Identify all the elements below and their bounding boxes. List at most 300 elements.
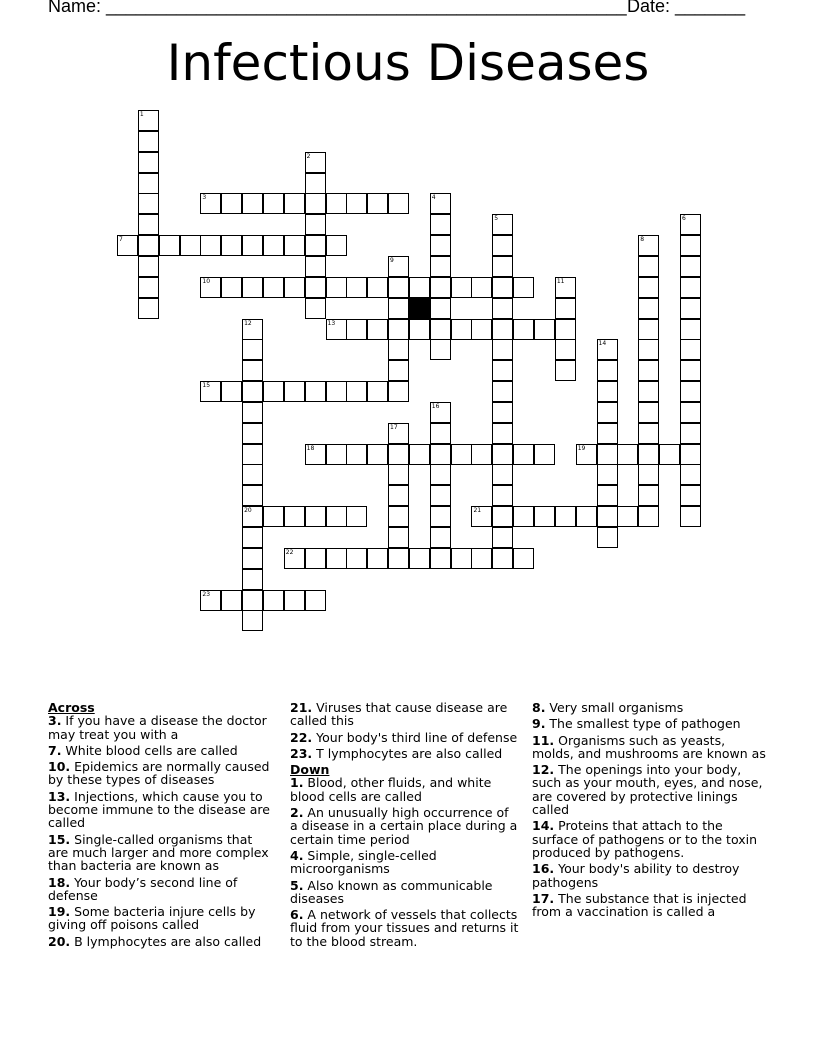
clue-number: 13	[327, 319, 336, 327]
crossword-cell[interactable]	[430, 548, 451, 569]
crossword-cell[interactable]	[451, 319, 472, 340]
crossword-cell[interactable]	[471, 319, 492, 340]
crossword-cell[interactable]	[346, 277, 367, 298]
crossword-cell[interactable]	[597, 506, 618, 527]
clue-item-text: Your body's ability to destroy pathogens	[532, 861, 740, 890]
clue-item-number: 20.	[48, 933, 71, 949]
crossword-cell[interactable]	[680, 298, 701, 319]
crossword-cell[interactable]	[388, 277, 409, 298]
crossword-cell[interactable]	[680, 444, 701, 465]
crossword-cell[interactable]	[597, 402, 618, 423]
crossword-cell[interactable]	[221, 235, 242, 256]
clue-item	[532, 892, 768, 919]
clue-item	[48, 744, 276, 757]
crossword-cell[interactable]	[367, 277, 388, 298]
crossword-cell[interactable]	[284, 590, 305, 611]
crossword-cell[interactable]	[659, 444, 680, 465]
crossword-cell[interactable]	[513, 548, 534, 569]
crossword-cell[interactable]	[388, 464, 409, 485]
crossword-cell[interactable]	[409, 277, 430, 298]
crossword-cell[interactable]	[638, 256, 659, 277]
crossword-cell[interactable]	[513, 319, 534, 340]
crossword-cell[interactable]	[430, 402, 451, 423]
crossword-cell[interactable]	[284, 235, 305, 256]
clue-item-text: If you have a disease the doctor may treat you with a	[48, 713, 267, 742]
crossword-cell[interactable]	[326, 548, 347, 569]
crossword-cell[interactable]	[492, 214, 513, 235]
clue-number: 3	[202, 194, 207, 202]
clue-number: 22	[285, 548, 294, 556]
crossword-cell[interactable]	[680, 402, 701, 423]
clue-item-number: 9.	[532, 716, 546, 732]
clue-item	[532, 734, 768, 761]
crossword-cell[interactable]	[388, 444, 409, 465]
crossword-cell[interactable]	[680, 381, 701, 402]
crossword-cell[interactable]	[346, 319, 367, 340]
crossword-cell[interactable]	[242, 590, 263, 611]
crossword-cell[interactable]	[242, 423, 263, 444]
clue-item-number: 18.	[48, 874, 71, 890]
crossword-cell[interactable]	[492, 506, 513, 527]
crossword-cell[interactable]	[451, 277, 472, 298]
crossword-cell[interactable]	[242, 444, 263, 465]
page-title: Infectious Diseases	[166, 34, 650, 92]
crossword-cell[interactable]	[242, 485, 263, 506]
crossword-cell[interactable]	[263, 506, 284, 527]
crossword-cell[interactable]	[138, 152, 159, 173]
clue-item	[290, 731, 520, 744]
crossword-cell[interactable]	[388, 256, 409, 277]
clue-number: 5	[494, 215, 499, 223]
crossword-cell[interactable]	[326, 506, 347, 527]
crossword-cell[interactable]	[305, 152, 326, 173]
crossword-cell[interactable]	[242, 402, 263, 423]
crossword-cell[interactable]	[138, 193, 159, 214]
clue-item	[48, 876, 276, 903]
crossword-cell[interactable]	[284, 277, 305, 298]
crossword-cell[interactable]	[680, 464, 701, 485]
crossword-cell[interactable]	[242, 506, 263, 527]
crossword-cell[interactable]	[430, 235, 451, 256]
crossword-cell[interactable]	[638, 298, 659, 319]
crossword-cell[interactable]	[492, 444, 513, 465]
crossword-cell[interactable]	[430, 256, 451, 277]
crossword-cell[interactable]	[471, 277, 492, 298]
clue-item	[532, 701, 768, 714]
crossword-cell[interactable]	[326, 277, 347, 298]
clue-item-text: The openings into your body, such as your mouth, eyes, and nose, are covered by protective linings called	[532, 762, 763, 818]
crossword-cell[interactable]	[200, 381, 221, 402]
clue-number: 17	[390, 423, 398, 431]
crossword-cell[interactable]	[221, 277, 242, 298]
crossword-cell[interactable]	[492, 402, 513, 423]
crossword-cell[interactable]	[305, 235, 326, 256]
crossword-cell[interactable]	[242, 235, 263, 256]
crossword-cell[interactable]	[388, 193, 409, 214]
crossword-cell[interactable]	[680, 256, 701, 277]
crossword-cell[interactable]	[326, 381, 347, 402]
crossword-cell[interactable]	[555, 298, 576, 319]
crossword-cell[interactable]	[638, 360, 659, 381]
crossword-cell[interactable]	[242, 360, 263, 381]
crossword-cell[interactable]	[534, 319, 555, 340]
crossword-cell[interactable]	[180, 235, 201, 256]
clue-item-text: B lymphocytes are also called	[70, 933, 262, 949]
crossword-cell[interactable]	[680, 339, 701, 360]
crossword-cell[interactable]	[597, 423, 618, 444]
clue-item	[48, 935, 276, 948]
crossword-cell[interactable]	[305, 277, 326, 298]
crossword-cell[interactable]	[138, 110, 159, 131]
clue-item-text: Single-called organisms that are much larger and more complex than bacteria are known as	[48, 831, 269, 874]
crossword-cell[interactable]	[638, 464, 659, 485]
clue-item-text: Also known as communicable diseases	[290, 877, 493, 906]
crossword-cell[interactable]	[680, 277, 701, 298]
clue-number: 21	[473, 507, 482, 515]
crossword-cell[interactable]	[430, 527, 451, 548]
crossword-cell[interactable]	[492, 298, 513, 319]
date-field[interactable]: Date: _______	[627, 0, 746, 16]
clue-item-text: An unusually high occurrence of a disease in a certain place during a certain time period	[290, 805, 518, 847]
clue-item	[290, 908, 520, 948]
crossword-cell[interactable]	[597, 464, 618, 485]
crossword-cell[interactable]	[305, 590, 326, 611]
crossword-cell[interactable]	[576, 506, 597, 527]
crossword-cell[interactable]	[138, 277, 159, 298]
crossword-cell[interactable]	[326, 235, 347, 256]
crossword-cell[interactable]	[242, 193, 263, 214]
crossword-cell[interactable]	[159, 235, 180, 256]
clue-item-text: A network of vessels that collects fluid from your tissues and returns it to the blood stream.	[290, 907, 519, 949]
crossword-cell[interactable]	[326, 193, 347, 214]
crossword-cell[interactable]	[617, 444, 638, 465]
crossword-cell[interactable]	[492, 339, 513, 360]
crossword-cell[interactable]	[513, 444, 534, 465]
crossword-cell[interactable]	[638, 423, 659, 444]
clue-item-text: Organisms such as yeasts, molds, and mushrooms are known as	[532, 732, 766, 761]
crossword-cell[interactable]	[305, 381, 326, 402]
crossword-cell[interactable]	[513, 277, 534, 298]
crossword-cell[interactable]	[492, 485, 513, 506]
crossword-cell[interactable]	[471, 548, 492, 569]
clue-number: 14	[598, 340, 607, 348]
crossword-cell[interactable]	[430, 277, 451, 298]
crossword-cell[interactable]	[326, 444, 347, 465]
clue-item	[290, 701, 520, 728]
crossword-cell[interactable]	[492, 256, 513, 277]
clue-column-2	[290, 701, 520, 951]
crossword-cell[interactable]	[117, 235, 138, 256]
clue-item-number: 4.	[290, 847, 304, 863]
crossword-cell[interactable]	[263, 590, 284, 611]
crossword-cell[interactable]	[492, 548, 513, 569]
crossword-cell[interactable]	[388, 381, 409, 402]
crossword-cell[interactable]	[430, 319, 451, 340]
crossword-cell[interactable]	[388, 506, 409, 527]
crossword-cell[interactable]	[430, 339, 451, 360]
crossword-cell[interactable]	[263, 381, 284, 402]
crossword-cell[interactable]	[326, 319, 347, 340]
crossword-cell[interactable]	[284, 548, 305, 569]
crossword-cell[interactable]	[492, 464, 513, 485]
crossword-cell[interactable]	[284, 381, 305, 402]
crossword-cell[interactable]	[430, 193, 451, 214]
clue-item-number: 15.	[48, 831, 71, 847]
crossword-cell[interactable]	[555, 339, 576, 360]
clue-column-1	[48, 701, 276, 951]
clue-item	[48, 760, 276, 787]
crossword-cell[interactable]	[388, 298, 409, 319]
crossword-cell[interactable]	[409, 319, 430, 340]
clue-number: 7	[119, 236, 123, 244]
clue-item	[48, 833, 276, 873]
crossword-cell[interactable]	[305, 298, 326, 319]
clue-item-text: Proteins that attach to the surface of pathogens or to the toxin produced by pathogens.	[532, 818, 758, 860]
clue-item	[290, 849, 520, 876]
crossword-cell[interactable]	[597, 381, 618, 402]
clue-item-text: Your body’s second line of defense	[48, 874, 238, 903]
crossword-cell[interactable]	[242, 464, 263, 485]
crossword-cell[interactable]	[451, 444, 472, 465]
clue-item	[290, 747, 520, 760]
clue-item-text: Some bacteria injure cells by giving off poisons called	[48, 904, 256, 933]
clue-item-number: 8.	[532, 700, 546, 715]
crossword-cell[interactable]	[200, 590, 221, 611]
crossword-cell[interactable]	[576, 444, 597, 465]
crossword-cell[interactable]	[388, 485, 409, 506]
crossword-cell[interactable]	[388, 319, 409, 340]
clue-number: 1	[139, 111, 144, 118]
crossword-cell[interactable]	[367, 548, 388, 569]
crossword-cell[interactable]	[388, 548, 409, 569]
crossword-cell[interactable]	[367, 319, 388, 340]
clue-item-number: 22.	[290, 729, 313, 745]
crossword-cell[interactable]	[284, 506, 305, 527]
clue-item-number: 1.	[290, 775, 304, 791]
clue-item-text: White blood cells are called	[61, 742, 238, 758]
crossword-cell[interactable]	[305, 444, 326, 465]
crossword-cell[interactable]	[638, 319, 659, 340]
crossword-cell[interactable]	[388, 423, 409, 444]
clue-item-text: Viruses that cause disease are called this	[290, 700, 508, 729]
crossword-cell[interactable]	[680, 319, 701, 340]
clue-item	[48, 905, 276, 932]
clue-number: 20	[244, 507, 252, 515]
crossword-cell[interactable]	[471, 444, 492, 465]
crossword-cell[interactable]	[492, 360, 513, 381]
crossword-cell[interactable]	[346, 381, 367, 402]
clue-item-text: Epidemics are normally caused by these types of diseases	[48, 759, 270, 788]
crossword-cell[interactable]	[638, 444, 659, 465]
crossword-cell[interactable]	[242, 569, 263, 590]
crossword-cell[interactable]	[346, 548, 367, 569]
crossword-cell[interactable]	[638, 235, 659, 256]
crossword-cell[interactable]	[555, 319, 576, 340]
black-square	[409, 298, 430, 319]
clue-item-text: T lymphocytes are also called	[312, 745, 503, 761]
clue-item-number: 2.	[290, 805, 304, 821]
crossword-cell[interactable]	[138, 256, 159, 277]
clue-item	[290, 776, 520, 803]
down-heading: Down	[290, 762, 330, 778]
crossword-cell[interactable]	[242, 319, 263, 340]
crossword-cell[interactable]	[388, 360, 409, 381]
clue-item-number: 7.	[48, 742, 62, 758]
crossword-cell[interactable]	[492, 319, 513, 340]
clue-item-number: 16.	[532, 861, 555, 877]
crossword-cell[interactable]	[597, 444, 618, 465]
crossword-cell[interactable]	[680, 506, 701, 527]
crossword-cell[interactable]	[430, 464, 451, 485]
clue-number: 11	[556, 277, 565, 285]
clue-item-text: The substance that is injected from a vaccination is called a	[532, 890, 747, 920]
crossword-cell[interactable]	[242, 548, 263, 569]
crossword-cell[interactable]	[138, 131, 159, 152]
crossword-cell[interactable]	[492, 423, 513, 444]
crossword-cell[interactable]	[534, 506, 555, 527]
crossword-cell[interactable]	[680, 423, 701, 444]
crossword-cell[interactable]	[388, 527, 409, 548]
clue-item	[532, 819, 768, 859]
crossword-cell[interactable]	[305, 256, 326, 277]
clue-number: 9	[390, 256, 394, 264]
clue-number: 18	[306, 444, 315, 452]
clue-column-3	[532, 701, 768, 921]
crossword-cell[interactable]	[534, 444, 555, 465]
clue-item-number: 11.	[532, 732, 555, 748]
crossword-cell[interactable]	[221, 381, 242, 402]
crossword-cell[interactable]	[138, 235, 159, 256]
clue-item	[290, 806, 520, 846]
clue-item-text: Blood, other fluids, and white blood cells are called	[290, 775, 492, 804]
clue-number: 12	[244, 319, 252, 327]
name-field[interactable]: Name: ____________________________________________________	[48, 0, 627, 16]
crossword-cell[interactable]	[430, 506, 451, 527]
crossword-cell[interactable]	[597, 360, 618, 381]
crossword-cell[interactable]	[638, 506, 659, 527]
crossword-cell[interactable]	[409, 444, 430, 465]
crossword-cell[interactable]	[305, 548, 326, 569]
clue-item-text: Simple, single-celled microorganisms	[290, 847, 437, 877]
clue-item	[532, 763, 768, 816]
crossword-cell[interactable]	[284, 193, 305, 214]
clue-number: 2	[306, 152, 311, 160]
crossword-cell[interactable]	[680, 214, 701, 235]
crossword-cell[interactable]	[367, 193, 388, 214]
clue-number: 23	[202, 590, 211, 598]
clue-item-number: 14.	[532, 818, 555, 834]
clue-item-text: Your body's third line of defense	[312, 729, 518, 745]
crossword-cell[interactable]	[346, 444, 367, 465]
crossword-cell[interactable]	[597, 339, 618, 360]
crossword-cell[interactable]	[492, 527, 513, 548]
crossword-cell[interactable]	[555, 506, 576, 527]
crossword-cell[interactable]	[388, 339, 409, 360]
clue-item	[532, 862, 768, 889]
crossword-cell[interactable]	[346, 506, 367, 527]
crossword-cell[interactable]	[367, 444, 388, 465]
crossword-cell[interactable]	[305, 173, 326, 194]
clue-item-text: The smallest type of pathogen	[545, 716, 741, 732]
crossword-cell[interactable]	[221, 590, 242, 611]
crossword-cell[interactable]	[346, 193, 367, 214]
crossword-cell[interactable]	[242, 339, 263, 360]
crossword-cell[interactable]	[221, 193, 242, 214]
clue-item-number: 21.	[290, 700, 313, 715]
crossword-cell[interactable]	[638, 339, 659, 360]
crossword-cell[interactable]	[680, 235, 701, 256]
crossword-cell[interactable]	[409, 548, 430, 569]
crossword-cell[interactable]	[242, 527, 263, 548]
clue-item	[290, 879, 520, 906]
crossword-cell[interactable]	[138, 298, 159, 319]
crossword-cell[interactable]	[305, 193, 326, 214]
crossword-cell[interactable]	[638, 485, 659, 506]
crossword-cell[interactable]	[430, 214, 451, 235]
crossword-cell[interactable]	[638, 381, 659, 402]
clue-item-number: 17.	[532, 890, 555, 906]
crossword-cell[interactable]	[263, 193, 284, 214]
crossword-cell[interactable]	[242, 610, 263, 631]
crossword-cell[interactable]	[638, 402, 659, 423]
crossword-cell[interactable]	[638, 277, 659, 298]
crossword-cell[interactable]	[680, 485, 701, 506]
crossword-cell[interactable]	[617, 506, 638, 527]
clue-number: 4	[431, 194, 436, 202]
crossword-cell[interactable]	[492, 277, 513, 298]
crossword-cell[interactable]	[555, 277, 576, 298]
crossword-cell[interactable]	[430, 444, 451, 465]
clue-item-number: 23.	[290, 745, 313, 761]
crossword-cell[interactable]	[513, 506, 534, 527]
crossword-cell[interactable]	[597, 485, 618, 506]
clue-number: 6	[681, 215, 686, 223]
crossword-cell[interactable]	[263, 235, 284, 256]
crossword-cell[interactable]	[138, 214, 159, 235]
clue-item-text: Injections, which cause you to become immune to the disease are called	[48, 788, 270, 831]
crossword-cell[interactable]	[200, 277, 221, 298]
crossword-cell[interactable]	[242, 277, 263, 298]
crossword-cell[interactable]	[242, 381, 263, 402]
crossword-cell[interactable]	[471, 506, 492, 527]
clue-number: 8	[640, 236, 645, 244]
clue-number: 10	[202, 277, 211, 285]
crossword-cell[interactable]	[451, 548, 472, 569]
crossword-cell[interactable]	[367, 381, 388, 402]
crossword-cell[interactable]	[305, 506, 326, 527]
crossword-cell[interactable]	[492, 381, 513, 402]
clue-number: 16	[431, 402, 440, 410]
crossword-cell[interactable]	[597, 527, 618, 548]
crossword-cell[interactable]	[200, 193, 221, 214]
crossword-cell[interactable]	[492, 235, 513, 256]
clue-item-number: 3.	[48, 713, 62, 729]
crossword-cell[interactable]	[430, 485, 451, 506]
crossword-cell[interactable]	[263, 277, 284, 298]
clue-item-number: 10.	[48, 759, 71, 775]
clue-item	[48, 714, 276, 741]
crossword-cell[interactable]	[430, 423, 451, 444]
crossword-cell[interactable]	[200, 235, 221, 256]
crossword-cell[interactable]	[305, 214, 326, 235]
clue-number: 15	[202, 382, 211, 390]
clue-item-number: 6.	[290, 907, 304, 923]
crossword-cell[interactable]	[430, 298, 451, 319]
crossword-cell[interactable]	[138, 173, 159, 194]
crossword-cell[interactable]	[555, 360, 576, 381]
clue-number: 19	[577, 444, 586, 452]
crossword-cell[interactable]	[680, 360, 701, 381]
